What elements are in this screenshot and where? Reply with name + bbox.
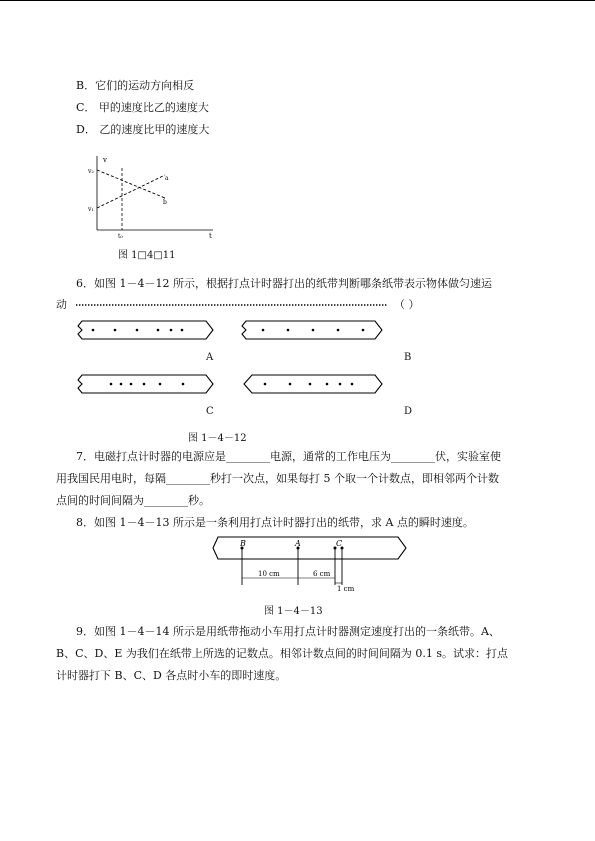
q6-line1: 6．如图 1－4－12 所示，根据打点计时器打出的纸带判断哪条纸带表示物体做匀速运 xyxy=(76,277,492,290)
distance-10cm: 10 cm xyxy=(258,570,280,578)
tape-point-a: A xyxy=(295,539,301,548)
label-a: a xyxy=(165,175,169,182)
tape-d xyxy=(240,372,385,396)
option-c: C． 甲的速度比乙的速度大 xyxy=(76,101,209,114)
tape-label-b: B xyxy=(404,352,412,363)
label-b: b xyxy=(163,199,167,206)
label-v: v xyxy=(103,156,107,164)
q7-line1: 7．电磁打点计时器的电源应是________电源，通常的工作电压为________伏，实验室使 xyxy=(76,450,501,463)
q7-line2: 用我国民用电时，每隔________秒打一次点，如果每打 5 个取一个计数点，即相邻两个计数 xyxy=(56,472,499,485)
figure-1-4-11-graph xyxy=(85,150,225,240)
tape-point-b: B xyxy=(240,539,246,548)
tape-b xyxy=(240,318,385,342)
top-border-line xyxy=(0,0,595,1)
tape-c xyxy=(76,372,216,396)
tape-label-a: A xyxy=(206,352,214,363)
q6-line2-start: 动 xyxy=(56,298,67,311)
q7-line3: 点间的时间间隔为________秒。 xyxy=(56,494,210,507)
tape-a xyxy=(76,318,216,342)
figure-1-4-11-caption: 图 1□4□11 xyxy=(118,250,176,261)
q6-answer-bracket: （ ） xyxy=(394,298,420,311)
line-a-dashed xyxy=(97,175,165,208)
q8-line1: 8．如图 1－4－13 所示是一条利用打点计时器打出的纸带，求 A 点的瞬时速度。 xyxy=(76,516,474,529)
label-v1: v₁ xyxy=(88,206,94,213)
q6-dotted-leader xyxy=(76,303,390,307)
figure-1-4-13-caption: 图 1－4－13 xyxy=(264,606,323,617)
q9-line3: 计时器打下 B、C、D 各点时小车的即时速度。 xyxy=(56,669,287,682)
option-d: D． 乙的速度比甲的速度大 xyxy=(76,123,210,136)
distance-1cm: 1 cm xyxy=(337,585,355,593)
tape-label-c: C xyxy=(206,406,214,417)
tape-label-d: D xyxy=(404,406,413,417)
figure-1-4-12-caption: 图 1－4－12 xyxy=(188,433,247,444)
label-t0: t₀ xyxy=(118,233,123,240)
tape-point-c: C xyxy=(336,539,343,548)
label-t: t xyxy=(209,232,212,240)
figure-1-4-13-tape xyxy=(210,535,410,593)
distance-6cm: 6 cm xyxy=(313,570,331,578)
q9-line1: 9．如图 1－4－14 所示是用纸带拖动小车用打点计时器测定速度打出的一条纸带。A、 xyxy=(76,625,500,638)
option-b: B．它们的运动方向相反 xyxy=(76,79,195,92)
label-v2: v₂ xyxy=(88,168,94,175)
line-b-dashed xyxy=(97,170,165,198)
q9-line2: B、C、D、E 为我们在纸带上所选的记数点。相邻计数点间的时间间隔为 0.1 s。试求：打点 xyxy=(56,647,508,660)
